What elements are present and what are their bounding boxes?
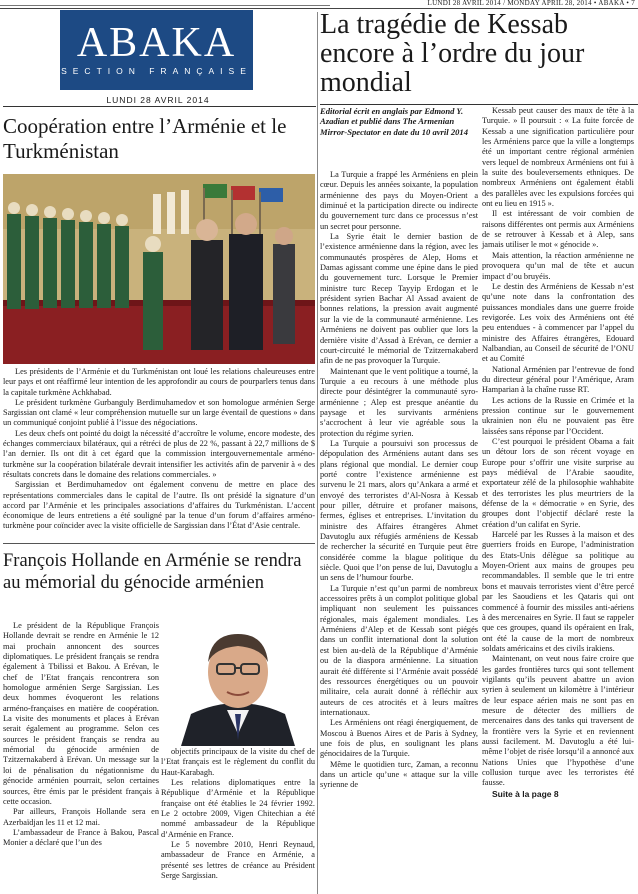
- article3-paragraph: Kessab peut causer des maux de tête à la Turquie. » Il poursuit : « La fuite forcée de Kessab a une signification particulière pour les Arméniens parce que la ville a longtemps été un important centre régional arménien vers lequel de nombreux Arméniens ont fui à la suite des bouleversements ethniques. De nombreux Arméniens ont également établi des parallèles avec les expulsions forcées qui ont eu lieu en 1915 ».: [482, 106, 634, 209]
- section-label: SECTION FRANÇAISE: [61, 66, 252, 76]
- article2-paragraph: objectifs principaux de la visite du chef de l’Etat français est le règlement du conflit du Haut-Karabagh.: [161, 747, 315, 777]
- running-head-text: LUNDI 28 AVRIL 2014 / MONDAY APRIL 28, 2014 • ABAKA • 7: [427, 0, 635, 7]
- issue-date: LUNDI 28 AVRIL 2014: [106, 95, 210, 105]
- header-rule: [0, 5, 330, 6]
- article3-paragraph: Les Arméniens ont réagi énergiquement, de Moscou à Buenos Aires et de Paris à Sydney, une fois de plus, en soulignant les plans génocidaires de la Turquie.: [320, 718, 478, 759]
- article3-paragraph: Maintenant, on veut nous faire croire que les gardes frontières turcs qui sont tellement vigilants qu’ils peuvent abattre un avion syrien à seulement un kilomètre à l’intérieur de leur espace aérien mais ne sont pas en mesure de détecter des milliers de mercenaires dans des tanks qui traversent de la frontière vers la Syrie et en reviennent aussi facilement. M. Davutoglu a été lui-même l’objet de risée lorsqu’il a annoncé aux Nations Unies que l’hypothèse d’une collusion turque avec les terroristes été fausse.: [482, 654, 634, 788]
- column-divider: [317, 12, 318, 894]
- masthead-band: [60, 10, 253, 90]
- article1-paragraph: Le président turkmène Gurbanguly Berdimuhamedov et son homologue arménien Serge Sargissian ont clamé « leur compréhension mutuelle sur un large éventail de questions » dans un communiqué conjoint publié à l’issue des négociations.: [3, 397, 315, 428]
- article3-title: La tragédie de Kessab encore à l’ordre du jour mondial: [320, 9, 585, 98]
- running-header: [0, 0, 638, 9]
- article3-column-right: [482, 106, 634, 799]
- article1-body: [3, 367, 315, 532]
- article2-paragraph: Les relations diplomatiques entre la République d’Arménie et la République française ont été établies le 24 février 1992. Le 2 octobre 2009, Vigen Chitechian a été nommé ambassadeur de la République d’Arménie en France.: [161, 778, 315, 839]
- article2-column-right: [161, 747, 315, 881]
- article2-paragraph: Par ailleurs, François Hollande sera en Azerbaïdjan les 11 et 12 mai.: [3, 807, 159, 827]
- article3-paragraph: C’est pourquoi le président Obama a fait un détour lors de son récent voyage en Europe pour s’offrir une visite surprise au pays médiéval de l’Arabie saoudite, exportateur zélé de la philosophie wahhabite et des terroristes les plus meurtriers de la défense de la « démocratie » en Syrie, des groupes dont l’objectif déclaré reste la création d’un califat en Syrie.: [482, 437, 634, 529]
- article2-paragraph: Le 5 novembre 2010, Henri Reynaud, ambassadeur de France en Arménie, a présenté ses lettres de créance au Président Serge Sargissian.: [161, 840, 315, 881]
- article3-paragraph: Maintenant que le vent politique a tourné, la Turquie a eu recours à une méthode plus directe pour désintégrer la communauté syro-arménienne ; Alep est presque anéantie du paysage et les survivants arméniens s’accrochent à leur vie agréable sous la protection du régime syrien.: [320, 366, 478, 438]
- article2-column-left: [3, 621, 159, 849]
- article3-paragraph: Mais attention, la réaction arménienne ne provoquera qu’un mal de tête et aucun impact d’ou bruyéis.: [482, 250, 634, 281]
- article1-paragraph: Les deux chefs ont pointé du doigt la nécessité d’accroître le volume, encore modeste, des échanges commerciaux bilatéraux, qui a rétréci de plus de 22 %, passant à 22,7 millions de $ l’an dernier. Ils ont dit à cet égard que la commission intergouvernementale arméno- turkmène sur la coopération bilatérale devrait intensifier les activités afin de parvenir à « des résultats concrets dans le domaine des relations commerciales. »: [3, 428, 315, 479]
- article2-paragraph: Le président de la République François Hollande devrait se rendre en Arménie le 12 mai prochain annoncent des sources diplomatiques. Le président français se rendra également à Tbilissi et Bakou. A Erévan, le chef de l’Etat français rencontrera son homologue arménien Serge Sargissian. Les deux hommes évoqueront les relations arméno-françaises en matière de coopération. La visite des monuments et places à Erévan serait également au programme. Selon ces sources le président français se rendra au mémorial du génocide arménien de Tzitzernakaberd à Erévan. Un message sur la loi de pénalisation du négationnisme du génocide arménien pourrait, selon certaines sources, être émis par le président français à cette occasion.: [3, 621, 159, 806]
- article3-paragraph: National Arménien par l’entrevue de fond du directeur général pour l’Amérique, Aram Hamparian à la chaîne russe RT.: [482, 364, 634, 395]
- presidents-photo: [3, 174, 315, 364]
- article3-intro: Editorial écrit en anglais par Edmond Y. Azadian et publié dans The Armenian Mirror-Spectator en date du 10 avril 2014: [320, 106, 469, 137]
- article3-paragraph: La Turquie a frappé les Arméniens en plein cœur. Depuis les années soixante, la population arménienne des pays du Moyen-Orient a diminué et la participation directe ou indirecte du gouvernement turc dans ce processus n’est un secret pour personne.: [320, 170, 478, 231]
- continued-link[interactable]: Suite à la page 8: [492, 788, 559, 799]
- article1-title: Coopération entre l’Arménie et le Turkménistan: [3, 114, 287, 163]
- article3-paragraph: Même le quotidien turc, Zaman, a reconnu dans un article qu’une « attaque sur la ville syrienne de: [320, 759, 478, 790]
- article3-paragraph: Le destin des Arméniens de Kessab n’est qu’une note dans la confrontation des puissances mondiales dans une guerre froide revigorée. Les voix des Arméniens ont été peu entendues - à commencer par l’appel du ministre des Affaires étrangères, Edouard Nalbandian, au Conseil de sécurité de l’ONU et au Comité: [482, 281, 634, 364]
- masthead: [0, 10, 316, 107]
- article3-column-left: [320, 170, 478, 791]
- article3-paragraph: La Syrie était le dernier bastion de l’existence arménienne dans la région, avec les communautés prospères de Alep, Homs et Damas agissant comme une épine dans le pied du gouvernement turc. Lorsque le Premier ministre turc Recep Tayyip Erdogan et le président syrien Bachar Al Assad avaient de bonnes relations, la pression avait augmenté sur la vie de la communauté arménienne. Les Arméniens ne doivent pas oublier que lors la dernière visite d’Assad à Erévan, ce dernier a court-circuité le mémorial de Tzitzernakaberd afin de ne pas provoquer la Turquie.: [320, 232, 478, 366]
- logo: ABAKA: [76, 20, 237, 66]
- article3-paragraph: Les actions de la Russie en Crimée et la pression continue sur le gouvernement ukrainien non élu ne pouvaient pas être laissées sans réponse par l’Occident.: [482, 395, 634, 436]
- article3-paragraph: La Turquie n’est qu’un parmi de nombreux accessoires prêts à un complot politique global impliquant non seulement les puissances régionales, mais également mondiales. Les Arméniens d’Alep et de Kessab sont piégés dans un conflit international dont la solution est bien au-delà de la République d’Arménie ou de la diaspora arménienne. La situation aurait été différente si l’Arménie avait possédé des ressources énergétiques ou un pouvoir militaire, cela aurait donné à réfléchir aux auteurs de ces atrocités et à leurs maîtres internationaux.: [320, 583, 478, 717]
- article1-paragraph: Sargissian et Berdimuhamedov ont également convenu de mettre en place des représentations commerciales dans le capital de l’autre. Ils ont présidé la signature d’un accord par l’Arménie et les principales associations d’affaires du Turkménistan. L’accent économique de leurs entretiens a été souligné par la tenue d’un forum d’affaires arméno-turkmène pour coïncider avec la visite officielle de Sargissian dans l’État d’Asie centrale.: [3, 480, 315, 531]
- article3-paragraph: Harcelé par les Russes à la maison et des guerriers froids en Europe, l’administration des Etats-Unis délègue sa politique au Moyen-Orient aux mains de groupes peu recommandables. Il semble que le tri entre bons et mauvais terroristes vient d’être percé par les Saoudiens et les Qataris qui ont commencé à fournir des missiles anti-aériens à des mercenaires en Syrie. Il faut se rappeler que ces groupes, quand ils opéraient en Irak, ont été la cause de la mort de nombreux soldats américains et des civils irakiens.: [482, 530, 634, 653]
- article-separator: [3, 543, 315, 544]
- article3-paragraph: La Turquie a poursuivi son processus de dépopulation des Arméniens autant dans ses plans régional que mondial. Le dernier coup porté contre l’existence arménienne est survenu le 21 mars, alors qu’Ankara a armé et envoyé des terroristes d’Al-Nosra à Kessab pour piller, détruire et profaner maisons, fermes, églises et entreprises. L’invitation du ministre des Affaires étrangères Ahmet Davutoglu aux réfugiés arméniens de Kessab de rechercher la sécurité en Turquie peut être considérée comme la blague politique du siècle. Quoi que l’on pense de lui, Davutoglu a un sens de l’humour fourbe.: [320, 438, 478, 583]
- article2-paragraph: L’ambassadeur de France à Bakou, Pascal Monier a déclaré que l’un des: [3, 827, 159, 848]
- article1-paragraph: Les présidents de l’Arménie et du Turkménistan ont loué les relations chaleureuses entre leur pays et ont réaffirmé leur intention de les approfondir au cours de pourparlers tenus dans la capitale turkmène Achkhabad.: [3, 367, 315, 397]
- hollande-photo: [161, 622, 315, 746]
- date-rule: [3, 106, 316, 107]
- presidents-photo-illustration: [3, 174, 315, 364]
- article2-title: François Hollande en Arménie se rendra au mémorial du génocide arménien: [3, 551, 302, 593]
- hollande-photo-illustration: [161, 622, 315, 746]
- article3-paragraph: Il est intéressant de voir combien de raisons différentes ont permis aux Arméniens de se retrouver à Kessab et à Alep, sans jamais utiliser le mot « génocide ».: [482, 209, 634, 250]
- article3-title-rule: [320, 104, 638, 105]
